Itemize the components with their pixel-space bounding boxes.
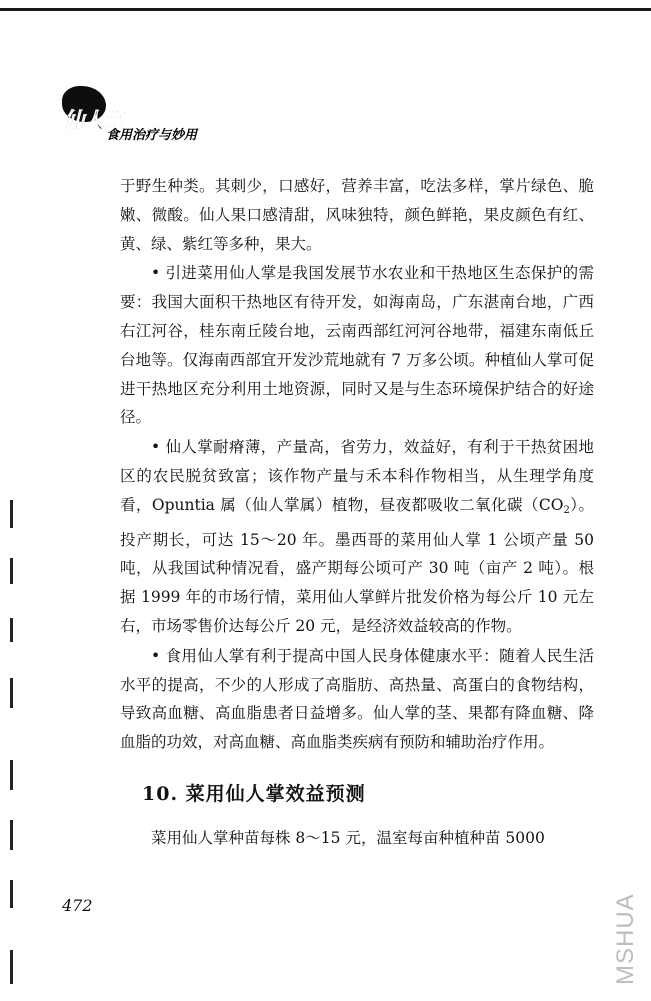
paragraph-intro: 于野生种类。其刺少，口感好，营养丰富，吃法多样，掌片绿色、脆嫩、微酸。仙人果口感清甜，风味独特，颜色鲜艳，果皮颜色有红、黄、绿、紫红等多种，果大。 — [120, 177, 594, 253]
section-heading: 10. 菜用仙人掌效益预测 — [142, 782, 366, 805]
watermark: MSHUA — [612, 893, 639, 985]
book-logo — [62, 84, 232, 144]
paragraph-water-saving: • 引进菜用仙人掌是我国发展节水农业和干热地区生态保护的需要：我国大面积干热地区有待开发，如海南岛，广东湛南台地，广西右江河谷，桂东南丘陵台地，云南西部红河河谷地带，福建东南低丘台地等。仅海南西部宜开发沙荒地就有 7 万多公顷。种植仙人掌可促进干热地区充分利用土地资源，同时又是与生态环境保护结合的好途径。 — [120, 264, 594, 427]
co2-subscript: 2 — [563, 504, 570, 516]
paragraph-yield-text-2: ）。投产期长，可达 15～20 年。墨西哥的菜用仙人掌 1 公顷产量 50 吨，从我国试种情况看，盛产期每公顷可产 30 吨（亩产 2 吨）。根据 1999 年的市场行情，菜用仙人掌鲜片批发价格为每公斤 10 元左右，市场零售价达每公斤 20 元，是经济效益较高的作物。 — [120, 495, 594, 635]
paragraph-health: • 食用仙人掌有利于提高中国人民身体健康水平：随着人民生活水平的提高，不少的人形成了高脂肪、高热量、高蛋白的食物结构，导致高血糖、高血脂患者日益增多。仙人掌的茎、果都有降血糖、降血脂的功效，对高血糖、高血脂类疾病有预防和辅助治疗作用。 — [120, 646, 594, 752]
book-subtitle: 食用治疗与妙用 — [106, 128, 198, 143]
top-rule — [0, 8, 651, 11]
paragraph-yield — [120, 433, 594, 641]
paragraph-yield-text-1: • 仙人掌耐瘠薄，产量高，省劳力，效益好，有利于干热贫困地区的农民脱贫致富；该作物产量与禾本科作物相当，从生理学角度看，Opuntia 属（仙人掌属）植物，昼夜都吸收二氧化碳（CO — [120, 438, 594, 514]
book-title: 仙人掌 — [62, 108, 123, 134]
paragraph-seedling-cost: 菜用仙人掌种苗每株 8～15 元，温室每亩种植种苗 5000 — [151, 828, 545, 847]
margin-scan-marks — [0, 0, 20, 1001]
page-number: 472 — [62, 896, 93, 915]
page-body — [120, 172, 594, 853]
